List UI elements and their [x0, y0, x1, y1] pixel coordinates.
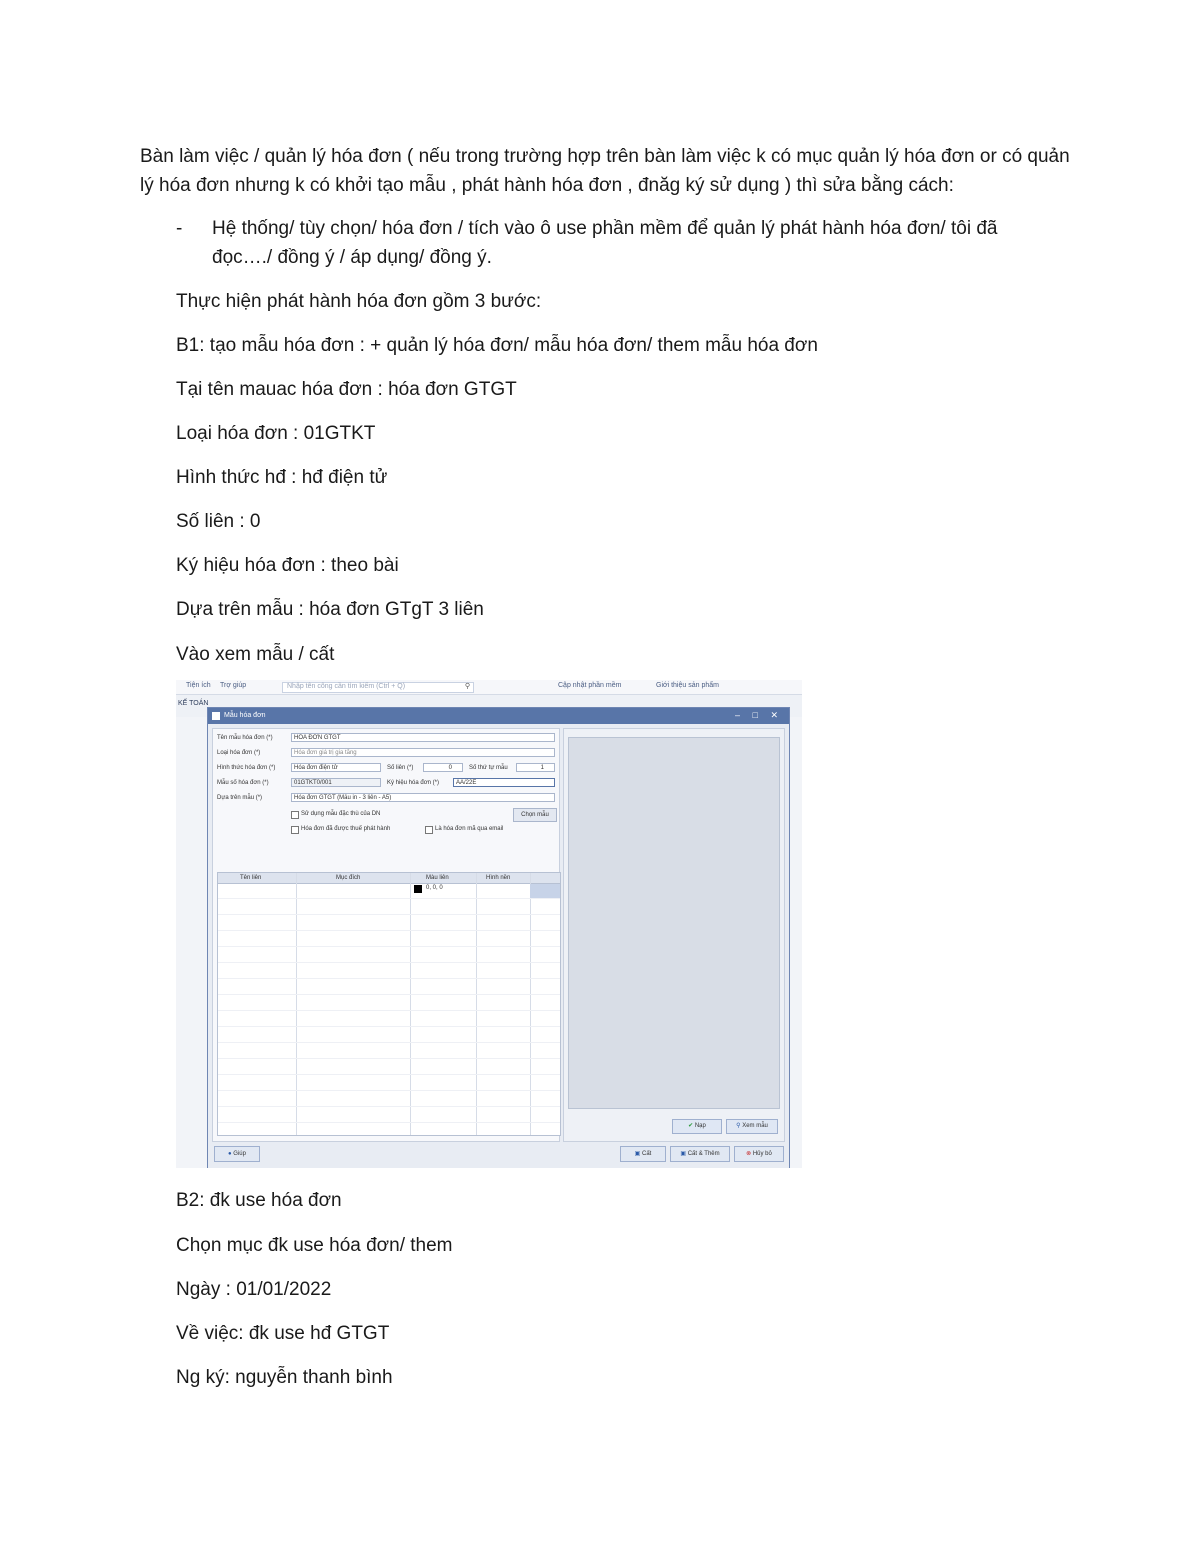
dialog-title: Mẫu hóa đơn	[224, 712, 266, 719]
invoice-type-line: Loại hóa đơn : 01GTKT	[176, 423, 376, 444]
template-form	[212, 728, 560, 1142]
email-label: Là hóa đơn mã qua email	[435, 826, 504, 832]
symbol-label: Ký hiệu hóa đơn (*)	[387, 780, 439, 786]
subject-line: Về việc: đk use hđ GTGT	[176, 1323, 390, 1344]
help-label: Giúp	[233, 1151, 246, 1157]
cancel-label: Hủy bỏ	[752, 1151, 772, 1157]
check-icon: ✔	[688, 1123, 694, 1129]
copies-input[interactable]: 0	[423, 763, 463, 772]
grid-header	[218, 873, 560, 884]
menu-tien-ich[interactable]: Tiện ích	[186, 682, 211, 689]
invoice-template-dialog	[207, 707, 790, 1168]
col-copy-name: Tên liên	[240, 875, 262, 881]
dialog-icon	[212, 712, 220, 720]
invoice-form-label: Hình thức hóa đơn (*)	[217, 765, 276, 771]
step-b2: B2: đk use hóa đơn	[176, 1190, 342, 1211]
load-button[interactable]	[672, 1119, 722, 1134]
template-name-input[interactable]: HÓA ĐƠN GTGT	[291, 733, 555, 742]
color-swatch	[414, 885, 422, 893]
form-number-label: Mẫu số hóa đơn (*)	[217, 780, 269, 786]
col-background: Hình nền	[486, 875, 511, 881]
help-icon: ●	[228, 1151, 232, 1157]
save-label: Cất	[642, 1151, 652, 1157]
step-overview: Thực hiện phát hành hóa đơn gồm 3 bước:	[176, 291, 542, 312]
choose-template-button[interactable]: Chọn mẫu	[513, 808, 557, 822]
window-controls[interactable]: – □ ✕	[735, 710, 783, 720]
symbol-line: Ký hiệu hóa đơn : theo bài	[176, 555, 399, 576]
order-label: Số thứ tự mẫu	[469, 765, 508, 771]
copies-line: Số liên : 0	[176, 511, 261, 532]
template-name-line: Tại tên mauac hóa đơn : hóa đơn GTGT	[176, 379, 517, 400]
view-save-line: Vào xem mẫu / cất	[176, 644, 335, 665]
save-icon: ▣	[634, 1151, 641, 1157]
cancel-icon: ⊗	[746, 1151, 752, 1157]
grid-selection	[530, 884, 560, 898]
copies-grid	[217, 872, 561, 1136]
invoice-form-select[interactable]: Hóa đơn điện tử	[291, 763, 381, 772]
ribbon-label: KẾ TOÁN	[178, 700, 209, 707]
help-button[interactable]	[214, 1146, 260, 1162]
form-number-input[interactable]: 01GTKT0/001	[291, 778, 381, 787]
template-name-label: Tên mẫu hóa đơn (*)	[217, 735, 273, 741]
grid-row-color: 0, 0, 0	[426, 885, 443, 891]
col-purpose: Mục đích	[336, 875, 361, 881]
magnifier-icon: ⚲	[736, 1123, 741, 1129]
special-template-label: Sử dụng mẫu đặc thù của DN	[301, 811, 381, 817]
save-and-add-label: Cất & Thêm	[687, 1151, 720, 1157]
search-placeholder: Nhập tên công cần tìm kiếm (Ctrl + Q)	[287, 683, 406, 690]
template-preview-panel	[563, 728, 785, 1142]
view-template-label: Xem mẫu	[742, 1123, 768, 1129]
save-icon: ▣	[680, 1151, 687, 1157]
step-b1: B1: tạo mẫu hóa đơn : + quản lý hóa đơn/ mẫu hóa đơn/ them mẫu hóa đơn	[176, 335, 818, 356]
about-link[interactable]: Giới thiệu sản phẩm	[656, 682, 719, 689]
update-link[interactable]: Cập nhật phần mềm	[558, 682, 622, 689]
register-menu-line: Chọn mục đk use hóa đơn/ them	[176, 1235, 453, 1256]
based-on-line: Dựa trên mẫu : hóa đơn GTgT 3 liên	[176, 599, 484, 620]
order-input[interactable]: 1	[516, 763, 555, 772]
search-input[interactable]	[282, 682, 474, 693]
copies-label: Số liên (*)	[387, 765, 414, 771]
tax-issued-checkbox[interactable]	[291, 826, 299, 834]
app-topbar	[176, 680, 802, 695]
tax-issued-label: Hóa đơn đã được thuế phát hành	[301, 826, 391, 832]
preview-area	[568, 737, 780, 1109]
symbol-input[interactable]: AA/22E	[453, 778, 555, 787]
dialog-footer	[212, 1144, 784, 1164]
save-and-add-button[interactable]	[670, 1146, 730, 1162]
based-on-select[interactable]: Hóa đơn GTGT (Mẫu in - 3 liên - A5)	[291, 793, 555, 802]
intro-paragraph: Bàn làm việc / quản lý hóa đơn ( nếu trong trường hợp trên bàn làm việc k có mục quản lý hóa đơn or có quản lý hóa đơn nhưng k có khởi tạo mẫu , phát hành hóa đơn , đnăg ký sử dụng ) thì sửa bằng cách:	[140, 146, 1070, 196]
invoice-type-label: Loại hóa đơn (*)	[217, 750, 261, 756]
save-button[interactable]	[620, 1146, 666, 1162]
view-template-button[interactable]	[726, 1119, 778, 1134]
based-on-label: Dựa trên mẫu (*)	[217, 795, 263, 801]
date-line: Ngày : 01/01/2022	[176, 1279, 332, 1300]
col-color: Màu liên	[426, 875, 449, 881]
signer-line: Ng ký: nguyễn thanh bình	[176, 1367, 393, 1388]
dialog-titlebar	[208, 708, 789, 724]
search-icon: ⚲	[464, 683, 470, 690]
load-button-label: Nạp	[694, 1123, 706, 1129]
bullet-dash: -	[176, 218, 183, 239]
menu-tro-giup[interactable]: Trợ giúp	[220, 682, 247, 689]
special-template-checkbox[interactable]	[291, 811, 299, 819]
bullet-text: Hệ thống/ tùy chọn/ hóa đơn / tích vào ô use phần mềm để quản lý phát hành hóa đơn/ tôi đã đọc…./ đồng ý / áp dụng/ đồng ý.	[212, 218, 998, 268]
invoice-type-select[interactable]: Hóa đơn giá trị gia tăng	[291, 748, 555, 757]
invoice-form-line: Hình thức hđ : hđ điện tử	[176, 467, 388, 488]
cancel-button[interactable]	[734, 1146, 784, 1162]
email-checkbox[interactable]	[425, 826, 433, 834]
embedded-screenshot	[176, 680, 802, 1168]
